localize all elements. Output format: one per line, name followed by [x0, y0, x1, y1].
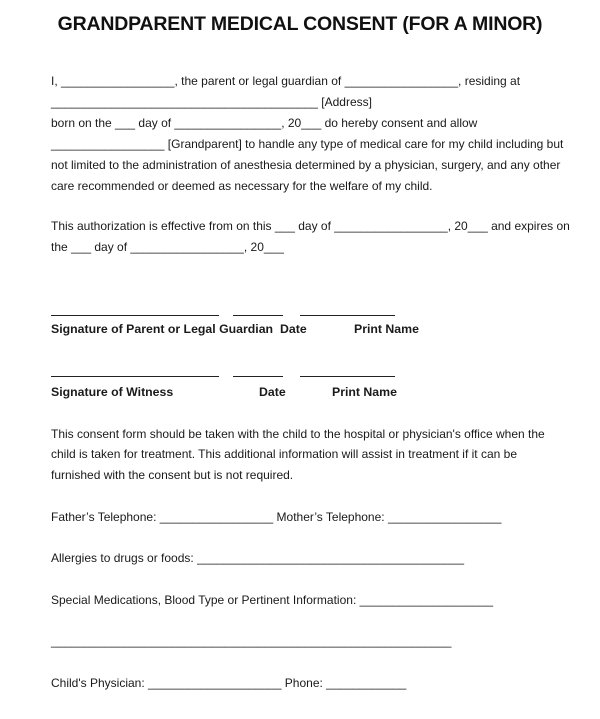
- consent-line-1: I, _________________, the parent or legal guardian of _________________, residing at: [51, 74, 521, 88]
- authorization-line-1: This authorization is effective from on this ___ day of _________________, 20___ and expires on: [51, 219, 570, 233]
- witness-date-line[interactable]: [233, 376, 283, 377]
- allergies-field[interactable]: Allergies to drugs or foods: ________________________________________: [51, 551, 465, 565]
- parent-signature-line[interactable]: [51, 315, 219, 316]
- parent-date-line[interactable]: [233, 315, 283, 316]
- consent-line-3: born on the ___ day of ________________, 20___ do hereby consent and allow: [51, 116, 478, 130]
- witness-date-label: Date: [259, 385, 286, 399]
- consent-line-6: care recommended or deemed as necessary for the welfare of my child.: [51, 179, 433, 193]
- witness-print-name-label: Print Name: [332, 385, 397, 399]
- note-line-3: furnished with the consent but is not required.: [51, 468, 294, 482]
- medications-field[interactable]: Special Medications, Blood Type or Pertinent Information: ____________________: [51, 593, 494, 607]
- parent-print-name-line[interactable]: [300, 315, 395, 316]
- parent-print-name-label: Print Name: [354, 322, 419, 336]
- note-line-1: This consent form should be taken with the child to the hospital or physician's office when the: [51, 427, 545, 441]
- additional-info-line[interactable]: ____________________________________________________________: [51, 634, 452, 648]
- witness-signature-label: Signature of Witness: [51, 385, 174, 399]
- telephone-fields[interactable]: Father’s Telephone: _________________ Mother’s Telephone: _________________: [51, 510, 502, 524]
- witness-print-name-line[interactable]: [300, 376, 395, 377]
- document-title: GRANDPARENT MEDICAL CONSENT (FOR A MINOR): [57, 13, 543, 35]
- consent-line-2: ________________________________________ [Address]: [51, 95, 372, 109]
- parent-date-label: Date: [280, 322, 307, 336]
- witness-signature-line[interactable]: [51, 376, 219, 377]
- note-line-2: child is taken for treatment. This additional information will assist in treatment if it can be: [51, 447, 517, 461]
- parent-signature-label: Signature of Parent or Legal Guardian: [51, 322, 274, 336]
- consent-line-4: _________________ [Grandparent] to handle any type of medical care for my child including but: [51, 137, 564, 151]
- consent-line-5: not limited to the administration of anesthesia determined by a physician, surgery, and any other: [51, 158, 561, 172]
- physician-field[interactable]: Child's Physician: ____________________ Phone: ____________: [51, 676, 407, 690]
- authorization-line-2: the ___ day of _________________, 20___: [51, 240, 284, 254]
